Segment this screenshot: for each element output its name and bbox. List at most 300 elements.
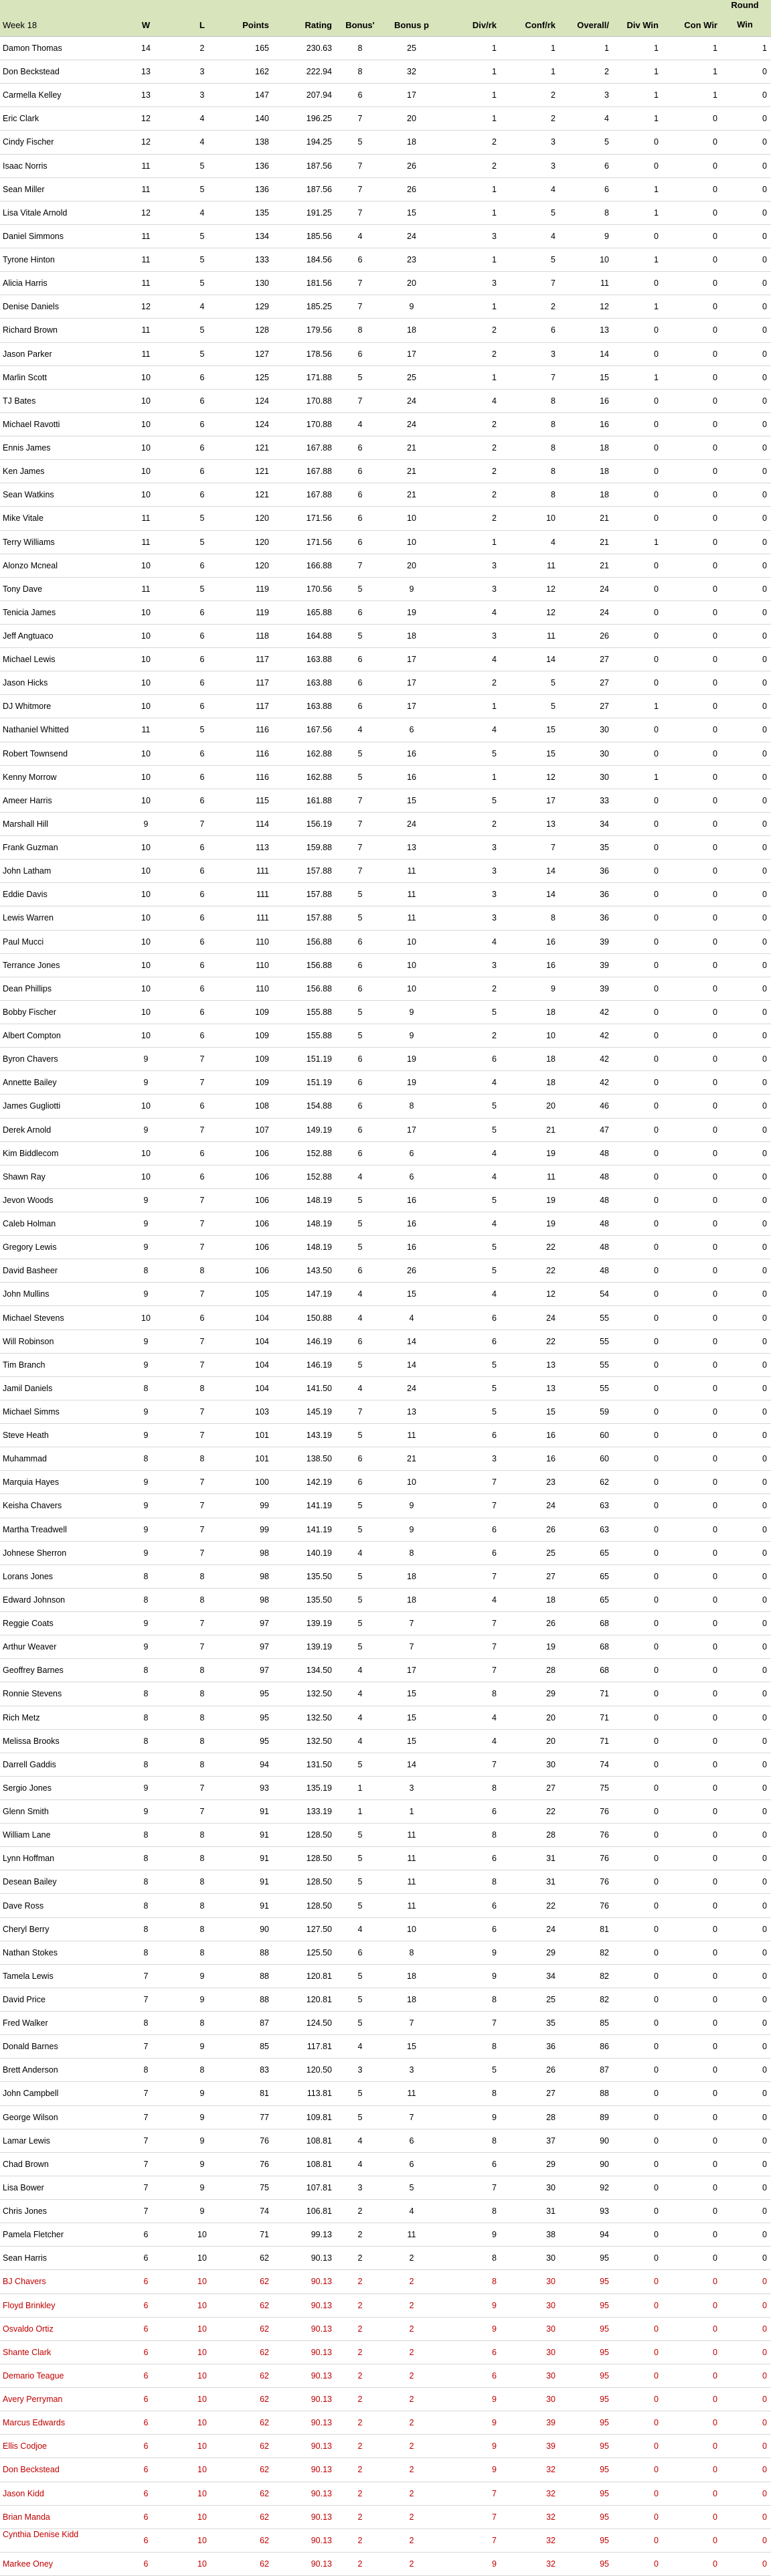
- div-rank-cell: 9: [492, 1971, 497, 1981]
- bonus-points-cell: 24: [407, 819, 416, 829]
- round-win-cell: 0: [762, 748, 767, 758]
- table-row: [0, 1918, 771, 1941]
- table-row: [0, 860, 771, 883]
- conf-rank-cell: 30: [546, 2253, 555, 2263]
- con-win-cell: 0: [713, 2042, 717, 2052]
- player-name-cell: Dave Ross: [3, 1901, 44, 1911]
- overall-rank-cell: 18: [600, 467, 609, 477]
- points-cell: 109: [255, 1007, 269, 1017]
- player-name-cell: Kim Biddlecom: [3, 1148, 59, 1158]
- losses-cell: 9: [199, 2136, 205, 2146]
- player-name-cell: Caleb Holman: [3, 1219, 56, 1229]
- conf-rank-cell: 9: [551, 983, 555, 993]
- table-row: [0, 2529, 771, 2553]
- wins-cell: 8: [143, 1595, 149, 1605]
- round-win-cell: 0: [762, 1524, 767, 1534]
- div-rank-cell: 7: [492, 1759, 497, 1769]
- losses-cell: 6: [199, 772, 205, 782]
- points-cell: 98: [260, 1595, 269, 1605]
- conf-rank-cell: 5: [551, 208, 555, 218]
- div-rank-cell: 8: [492, 2136, 497, 2146]
- rating-cell: 156.88: [306, 937, 332, 947]
- con-win-cell: 0: [713, 2065, 717, 2075]
- player-name-cell: Marshall Hill: [3, 819, 49, 829]
- bonus-points-cell: 19: [407, 1054, 416, 1064]
- con-win-cell: 0: [713, 2559, 717, 2569]
- div-rank-cell: 5: [492, 1007, 497, 1017]
- table-row: [0, 1635, 771, 1659]
- conf-rank-cell: 29: [546, 1947, 555, 1957]
- round-win-cell: 0: [762, 1736, 767, 1746]
- bonus-points-cell: 7: [409, 2018, 414, 2028]
- div-rank-cell: 4: [492, 1736, 497, 1746]
- bonus-points-cell: 18: [407, 1971, 416, 1981]
- round-win-cell: 0: [762, 1383, 767, 1393]
- div-win-cell: 0: [654, 1078, 659, 1088]
- con-win-cell: 0: [713, 1877, 717, 1887]
- wins-cell: 10: [141, 396, 151, 406]
- points-cell: 124: [255, 396, 269, 406]
- player-name-cell: Steve Heath: [3, 1431, 49, 1441]
- con-win-cell: 0: [713, 2018, 717, 2028]
- con-win-cell: 0: [713, 1078, 717, 1088]
- bonus-cell: 5: [357, 772, 363, 782]
- points-cell: 85: [260, 2042, 269, 2052]
- div-win-cell: 0: [654, 1031, 659, 1041]
- conf-rank-cell: 3: [551, 161, 555, 171]
- table-row: [0, 507, 771, 530]
- bonus-cell: 6: [357, 607, 363, 617]
- player-name-cell: Dean Phillips: [3, 983, 52, 993]
- rating-cell: 109.81: [306, 2112, 332, 2122]
- div-rank-cell: 2: [492, 819, 497, 829]
- losses-cell: 6: [199, 937, 205, 947]
- div-rank-cell: 4: [492, 396, 497, 406]
- con-win-cell: 0: [713, 702, 717, 712]
- bonus-cell: 2: [357, 2347, 363, 2357]
- rating-cell: 171.56: [306, 513, 332, 524]
- div-win-cell: 0: [654, 937, 659, 947]
- round-win-cell: 0: [762, 419, 767, 429]
- wins-cell: 9: [143, 1242, 149, 1253]
- con-win-cell: 0: [713, 795, 717, 805]
- overall-rank-cell: 33: [600, 795, 609, 805]
- wins-cell: 6: [143, 2324, 149, 2334]
- overall-rank-cell: 18: [600, 443, 609, 453]
- con-win-cell: 0: [713, 1007, 717, 1017]
- losses-cell: 10: [197, 2512, 207, 2522]
- round-win-cell: 0: [762, 2324, 767, 2334]
- div-rank-cell: 9: [492, 2441, 497, 2451]
- round-win-cell: 0: [762, 1431, 767, 1441]
- points-cell: 88: [260, 1994, 269, 2004]
- div-rank-cell: 8: [492, 1689, 497, 1699]
- points-cell: 113: [256, 843, 269, 853]
- table-row: [0, 1941, 771, 1965]
- div-rank-cell: 7: [492, 2182, 497, 2192]
- rating-cell: 90.13: [311, 2535, 332, 2545]
- div-win-cell: 0: [654, 2370, 659, 2381]
- bonus-cell: 5: [357, 1501, 363, 1511]
- div-rank-cell: 4: [492, 1595, 497, 1605]
- overall-rank-cell: 90: [600, 2159, 609, 2169]
- wins-cell: 10: [141, 1101, 151, 1111]
- bonus-cell: 6: [357, 1454, 363, 1464]
- div-win-cell: 0: [654, 2512, 659, 2522]
- points-cell: 116: [256, 772, 269, 782]
- bonus-cell: 5: [357, 1854, 363, 1864]
- conf-rank-cell: 18: [546, 1595, 555, 1605]
- round-win-cell: 0: [762, 1807, 767, 1817]
- points-cell: 106: [255, 1219, 269, 1229]
- round-win-cell: 0: [762, 1759, 767, 1769]
- con-win-cell: 0: [713, 1031, 717, 1041]
- player-name-cell: Geoffrey Barnes: [3, 1666, 64, 1676]
- bonus-cell: 7: [357, 278, 363, 289]
- div-win-cell: 0: [654, 1313, 659, 1323]
- player-name-cell: John Mullins: [3, 1289, 50, 1299]
- wins-cell: 9: [143, 1524, 149, 1534]
- player-name-cell: Nathan Stokes: [3, 1947, 58, 1957]
- overall-rank-cell: 36: [600, 866, 609, 876]
- table-row: [0, 37, 771, 60]
- player-name-cell: Tyrone Hinton: [3, 255, 55, 265]
- overall-rank-cell: 27: [600, 678, 609, 688]
- round-win-cell: 0: [762, 231, 767, 241]
- div-rank-cell: 1: [492, 90, 497, 100]
- div-rank-cell: 1: [492, 772, 497, 782]
- div-win-cell: 0: [654, 1877, 659, 1887]
- player-name-cell: Pamela Fletcher: [3, 2230, 64, 2240]
- points-cell: 120: [255, 537, 269, 547]
- div-rank-cell: 3: [492, 278, 497, 289]
- div-rank-cell: 4: [492, 1078, 497, 1088]
- rating-cell: 151.19: [306, 1054, 332, 1064]
- overall-rank-cell: 6: [604, 161, 609, 171]
- div-rank-cell: 1: [492, 537, 497, 547]
- round-win-cell: 0: [762, 890, 767, 900]
- conf-rank-cell: 37: [546, 2136, 555, 2146]
- losses-cell: 9: [199, 2089, 205, 2099]
- div-rank-cell: 9: [492, 2418, 497, 2428]
- bonus-cell: 2: [357, 2512, 363, 2522]
- div-rank-cell: 4: [492, 607, 497, 617]
- round-win-cell: 0: [762, 278, 767, 289]
- div-rank-cell: 8: [492, 2206, 497, 2217]
- con-win-cell: 0: [713, 396, 717, 406]
- div-win-cell: 0: [654, 2488, 659, 2498]
- overall-rank-cell: 65: [600, 1595, 609, 1605]
- wins-cell: 6: [143, 2370, 149, 2381]
- bonus-cell: 6: [357, 490, 363, 500]
- player-name-cell: Will Robinson: [3, 1336, 54, 1346]
- losses-cell: 8: [199, 1571, 205, 1581]
- div-rank-cell: 2: [492, 467, 497, 477]
- table-row: [0, 155, 771, 178]
- player-name-cell: Marquia Hayes: [3, 1477, 60, 1487]
- table-row: [0, 2012, 771, 2035]
- con-win-cell: 0: [713, 2206, 717, 2217]
- wins-cell: 6: [143, 2395, 149, 2405]
- round-win-cell: 0: [762, 2441, 767, 2451]
- rating-cell: 90.13: [311, 2347, 332, 2357]
- conf-rank-cell: 25: [546, 1994, 555, 2004]
- losses-cell: 7: [199, 1125, 205, 1135]
- round-win-cell: 0: [762, 1877, 767, 1887]
- div-rank-cell: 2: [492, 1031, 497, 1041]
- bonus-points-cell: 17: [407, 1666, 416, 1676]
- overall-rank-cell: 42: [600, 1031, 609, 1041]
- player-name-cell: Jason Hicks: [3, 678, 48, 688]
- bonus-points-cell: 26: [407, 1266, 416, 1276]
- rating-cell: 90.13: [311, 2512, 332, 2522]
- wins-cell: 6: [143, 2465, 149, 2475]
- conf-rank-cell: 30: [546, 2277, 555, 2287]
- wins-cell: 13: [141, 67, 151, 77]
- div-rank-cell: 5: [492, 1101, 497, 1111]
- conf-rank-cell: 15: [546, 748, 555, 758]
- points-cell: 95: [260, 1712, 269, 1722]
- con-win-cell: 0: [713, 1595, 717, 1605]
- conf-rank-cell: 26: [546, 1619, 555, 1629]
- bonus-points-cell: 8: [409, 1101, 414, 1111]
- points-cell: 75: [260, 2182, 269, 2192]
- div-win-cell: 0: [654, 1830, 659, 1840]
- losses-cell: 6: [199, 795, 205, 805]
- table-row: [0, 1212, 771, 1236]
- table-row: [0, 1870, 771, 1894]
- losses-cell: 6: [199, 396, 205, 406]
- rating-cell: 151.19: [306, 1078, 332, 1088]
- losses-cell: 10: [197, 2488, 207, 2498]
- con-win-cell: 0: [713, 302, 717, 312]
- round-win-cell: 0: [762, 1901, 767, 1911]
- round-win-cell: 0: [762, 2465, 767, 2475]
- con-win-cell: 0: [713, 1548, 717, 1558]
- conf-rank-cell: 23: [546, 1477, 555, 1487]
- div-win-cell: 0: [654, 725, 659, 735]
- wins-cell: 8: [143, 1689, 149, 1699]
- table-row: [0, 84, 771, 107]
- overall-rank-cell: 95: [600, 2324, 609, 2334]
- points-cell: 91: [260, 1877, 269, 1887]
- bonus-cell: 8: [357, 325, 363, 335]
- losses-cell: 6: [199, 419, 205, 429]
- player-name-cell: Michael Simms: [3, 1406, 60, 1417]
- div-rank-cell: 6: [492, 1524, 497, 1534]
- round-win-cell: 0: [762, 161, 767, 171]
- con-win-cell: 0: [713, 1501, 717, 1511]
- player-name-cell: Ellis Codjoe: [3, 2441, 48, 2451]
- points-cell: 116: [256, 725, 269, 735]
- overall-rank-cell: 76: [600, 1901, 609, 1911]
- round-win-cell: 0: [762, 1454, 767, 1464]
- round-win-cell: 0: [762, 2089, 767, 2099]
- conf-rank-cell: 28: [546, 1830, 555, 1840]
- con-win-cell: 0: [713, 1383, 717, 1393]
- overall-rank-cell: 65: [600, 1571, 609, 1581]
- conf-rank-cell: 31: [546, 1877, 555, 1887]
- rating-cell: 157.88: [306, 866, 332, 876]
- wins-cell: 10: [141, 372, 151, 382]
- rating-cell: 207.94: [306, 90, 332, 100]
- div-win-cell: 0: [654, 1431, 659, 1441]
- bonus-cell: 5: [357, 631, 363, 641]
- conf-rank-cell: 12: [546, 772, 555, 782]
- bonus-cell: 7: [357, 184, 363, 194]
- div-win-cell: 0: [654, 2065, 659, 2075]
- overall-rank-cell: 88: [600, 2089, 609, 2099]
- wins-cell: 10: [141, 490, 151, 500]
- div-rank-cell: 5: [492, 1125, 497, 1135]
- table-row: [0, 2318, 771, 2341]
- conf-rank-cell: 30: [546, 2395, 555, 2405]
- bonus-points-cell: 4: [409, 1313, 414, 1323]
- bonus-points-cell: 18: [407, 1571, 416, 1581]
- overall-rank-cell: 55: [600, 1360, 609, 1370]
- overall-rank-cell: 95: [600, 2441, 609, 2451]
- div-win-cell: 0: [654, 960, 659, 970]
- con-win-cell: 0: [713, 208, 717, 218]
- div-rank-cell: 2: [492, 419, 497, 429]
- overall-rank-cell: 60: [600, 1431, 609, 1441]
- player-name-cell: Markee Oney: [3, 2559, 54, 2569]
- wins-cell: 9: [143, 1125, 149, 1135]
- points-cell: 106: [255, 1242, 269, 1253]
- bonus-cell: 2: [357, 2395, 363, 2405]
- conf-rank-cell: 5: [551, 255, 555, 265]
- conf-rank-cell: 12: [546, 584, 555, 594]
- overall-rank-cell: 1: [604, 44, 609, 53]
- points-cell: 62: [260, 2300, 269, 2310]
- bonus-points-cell: 2: [409, 2277, 414, 2287]
- div-rank-cell: 2: [492, 325, 497, 335]
- overall-rank-cell: 87: [600, 2065, 609, 2075]
- wins-cell: 14: [141, 44, 151, 53]
- points-cell: 138: [255, 137, 269, 147]
- points-cell: 83: [260, 2065, 269, 2075]
- div-win-cell: 0: [654, 655, 659, 665]
- player-name-cell: Sean Harris: [3, 2253, 47, 2263]
- rating-cell: 142.19: [306, 1477, 332, 1487]
- points-cell: 100: [255, 1477, 269, 1487]
- overall-rank-cell: 74: [600, 1759, 609, 1769]
- bonus-cell: 7: [357, 1406, 363, 1417]
- div-win-cell: 0: [654, 1712, 659, 1722]
- wins-cell: 8: [143, 1454, 149, 1464]
- overall-rank-cell: 48: [600, 1148, 609, 1158]
- overall-rank-cell: 95: [600, 2465, 609, 2475]
- rating-cell: 181.56: [306, 278, 332, 289]
- overall-rank-cell: 21: [600, 537, 609, 547]
- wins-cell: 8: [143, 1712, 149, 1722]
- bonus-points-cell: 20: [407, 560, 416, 570]
- bonus-cell: 6: [357, 1148, 363, 1158]
- player-name-cell: Eric Clark: [3, 114, 39, 124]
- points-cell: 62: [260, 2277, 269, 2287]
- losses-cell: 6: [199, 655, 205, 665]
- table-row: [0, 1165, 771, 1189]
- losses-cell: 7: [199, 1406, 205, 1417]
- wins-cell: 9: [143, 1054, 149, 1064]
- player-name-cell: Daniel Simmons: [3, 231, 64, 241]
- bonus-points-cell: 24: [407, 1383, 416, 1393]
- table-row: [0, 2106, 771, 2129]
- wins-cell: 7: [143, 2136, 149, 2146]
- bonus-cell: 5: [357, 1830, 363, 1840]
- losses-cell: 10: [197, 2300, 207, 2310]
- player-name-cell: Michael Lewis: [3, 655, 56, 665]
- table-row: [0, 2176, 771, 2200]
- table-row: [0, 1965, 771, 1988]
- bonus-cell: 5: [357, 1524, 363, 1534]
- bonus-cell: 4: [357, 1666, 363, 1676]
- points-cell: 136: [255, 161, 269, 171]
- points-cell: 115: [256, 795, 269, 805]
- overall-rank-cell: 81: [600, 1924, 609, 1934]
- con-win-cell: 0: [713, 2324, 717, 2334]
- header-round-win: [723, 0, 767, 37]
- bonus-points-cell: 32: [407, 67, 416, 77]
- rating-cell: 117.81: [307, 2042, 332, 2052]
- wins-cell: 6: [143, 2418, 149, 2428]
- con-win-cell: 0: [713, 1994, 717, 2004]
- wins-cell: 10: [141, 1148, 151, 1158]
- round-win-cell: 0: [762, 560, 767, 570]
- conf-rank-cell: 7: [551, 843, 555, 853]
- losses-cell: 7: [199, 1431, 205, 1441]
- round-win-cell: 0: [762, 208, 767, 218]
- div-win-cell: 0: [654, 1947, 659, 1957]
- bonus-cell: 5: [357, 1595, 363, 1605]
- div-rank-cell: 7: [492, 2512, 497, 2522]
- wins-cell: 6: [143, 2535, 149, 2545]
- bonus-points-cell: 2: [409, 2441, 414, 2451]
- bonus-cell: 5: [357, 890, 363, 900]
- points-cell: 105: [255, 1289, 269, 1299]
- losses-cell: 8: [199, 1689, 205, 1699]
- round-win-cell: 0: [762, 137, 767, 147]
- conf-rank-cell: 25: [546, 1548, 555, 1558]
- table-row: [0, 2200, 771, 2223]
- div-rank-cell: 1: [492, 255, 497, 265]
- bonus-points-cell: 2: [409, 2465, 414, 2475]
- conf-rank-cell: 39: [546, 2418, 555, 2428]
- rating-cell: 184.56: [306, 255, 332, 265]
- table-row: [0, 789, 771, 813]
- con-win-cell: 0: [713, 231, 717, 241]
- div-rank-cell: 1: [492, 702, 497, 712]
- player-name-cell: Don Beckstead: [3, 2465, 60, 2475]
- rating-cell: 170.56: [306, 584, 332, 594]
- losses-cell: 6: [199, 678, 205, 688]
- rating-cell: 90.13: [311, 2253, 332, 2263]
- losses-cell: 7: [199, 1501, 205, 1511]
- con-win-cell: 0: [713, 1101, 717, 1111]
- losses-cell: 6: [199, 1101, 205, 1111]
- round-win-cell: 0: [762, 1619, 767, 1629]
- bonus-cell: 8: [357, 67, 363, 77]
- overall-rank-cell: 90: [600, 2136, 609, 2146]
- wins-cell: 10: [141, 890, 151, 900]
- div-win-cell: 0: [654, 1619, 659, 1629]
- div-rank-cell: 2: [492, 983, 497, 993]
- bonus-points-cell: 7: [409, 2112, 414, 2122]
- round-win-cell: 0: [762, 937, 767, 947]
- wins-cell: 10: [141, 607, 151, 617]
- bonus-cell: 5: [357, 1219, 363, 1229]
- wins-cell: 11: [141, 513, 151, 524]
